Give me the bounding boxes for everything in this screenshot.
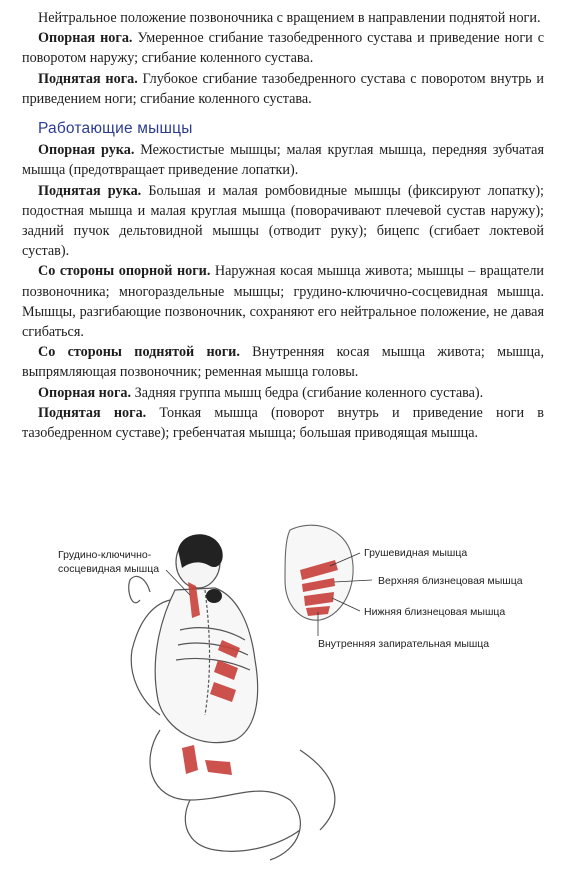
paragraph-text: Умеренное сгибание тазобедренного сустава и приведение ноги с поворотом наружу; сгибание коленного сустава. [22,30,544,67]
hip-inset [285,525,353,620]
intro-text: Нейтральное положение позвоночника с вращением в направлении поднятой ноги. [38,10,541,26]
muscle-paragraph [22,342,544,382]
anatomy-illustration [0,500,563,874]
paragraph-heading: Опорная нога. [38,384,132,401]
paragraph-heading: Со стороны опорной ноги. [38,263,211,280]
hamstring-muscle [182,745,198,774]
intro-paragraph-3 [22,69,544,109]
muscle-paragraph [22,140,544,180]
muscle-paragraph [22,383,544,403]
muscle-paragraph [22,181,544,262]
label-superior-gemellus: Верхняя близнецовая мышца [378,575,523,587]
paragraph-text: Задняя группа мышц бедра (сгибание коленного сустава). [131,384,484,401]
paragraph-text: Большая и малая ромбовидные мышцы (фиксируют лопатку); подостная мышца и малая круглая мышца (поворачивают плечевой сустав наружу); задний пучок дельтовидной мышцы (отводит руку); бицепс (сгибает локтевой сустав). [22,182,545,260]
body-text [22,8,544,443]
paragraph-text: Тонкая мышца (поворот внутрь и приведение ноги в тазобедренном суставе); гребенчатая мышца; большая приводящая мышца. [22,404,544,442]
label-inferior-gemellus: Нижняя близнецовая мышца [364,606,506,618]
paragraph-heading: Со стороны поднятой ноги. [38,344,240,361]
paragraph-heading: Поднятая нога. [38,404,147,421]
section-heading: Работающие мышцы [38,120,193,138]
hair-bun [206,589,222,603]
adductor-muscle [205,760,232,775]
intro-paragraph-2 [22,28,544,68]
paragraph-text: Наружная косая мышца живота; мышцы – вращатели позвоночника; многораздельные мышцы; грудино-ключично-сосцевидная мышца. Мышцы, разгибающие позвоночник, сохраняют его нейтральное положение, не давая сгибаться. [22,263,545,341]
paragraph-heading: Поднятая рука. [38,182,142,199]
label-scm-line2: сосцевидная мышца [58,563,160,575]
paragraph-heading: Опорная рука. [38,142,135,159]
paragraph-heading: Поднятая нога. [38,70,138,87]
paragraph-text: Глубокое сгибание тазобедренного сустава с поворотом внутрь и приведением ноги; сгибание коленного сустава. [22,70,545,107]
label-piriformis: Грушевидная мышца [364,547,468,559]
intro-paragraph-1 [22,8,544,28]
label-obturator-internus: Внутренняя запирательная мышца [318,638,490,650]
paragraph-text: Межостистые мышцы; малая круглая мышца, передняя зубчатая мышца (предотвращает приведение лопатки). [22,142,544,179]
paragraph-text: Внутренняя косая мышца живота; мышца, выпрямляющая позвоночник; ременная мышца головы. [22,344,544,381]
muscle-paragraph [22,261,544,342]
anatomy-drawing [0,500,563,874]
label-scm-line1: Грудино-ключично- [58,549,152,561]
paragraph-heading: Опорная нога. [38,30,133,47]
muscle-paragraph [22,403,544,443]
